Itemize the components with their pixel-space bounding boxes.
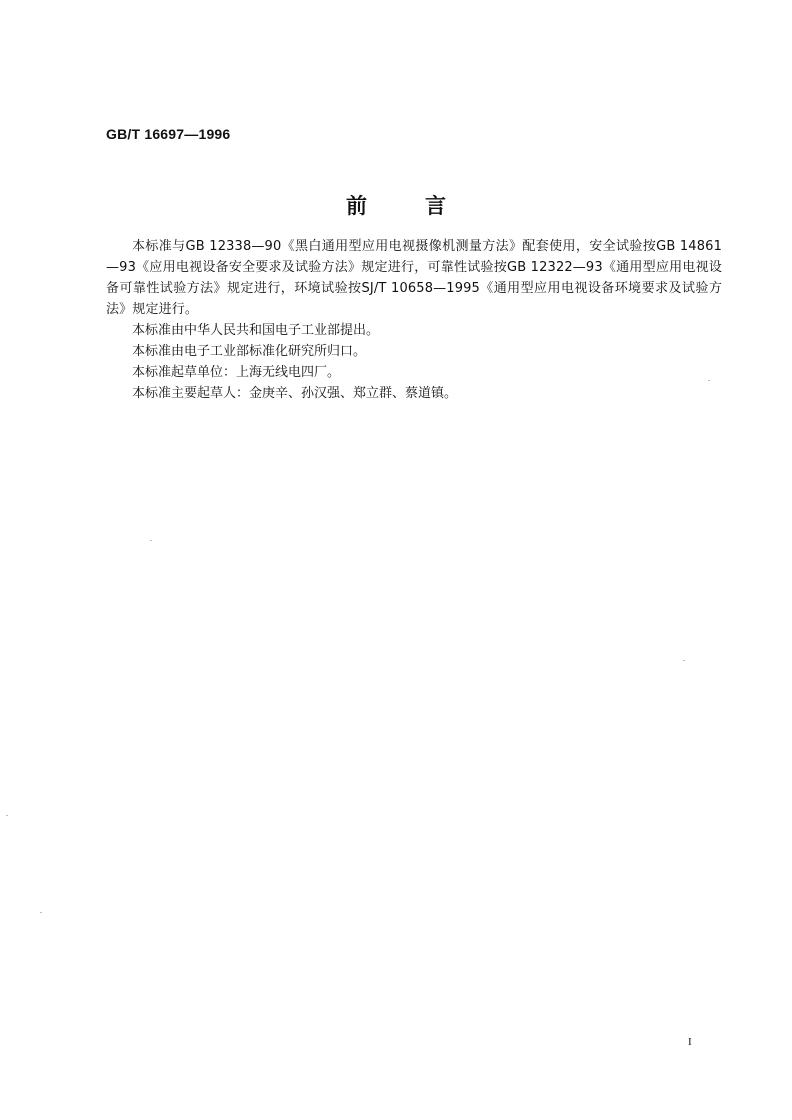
paragraph-drafters: 本标准主要起草人：金庚辛、孙汉强、郑立群、蔡道镇。 — [132, 386, 458, 401]
title-char-1: 前 — [346, 194, 367, 218]
paragraph-scope: 本标准与GB 12338—90《黑白通用型应用电视摄像机测量方法》配套使用，安全试验按GB 14861—93《应用电视设备安全要求及试验方法》规定进行，可靠性试验按GB 12322—93《通用型应用电视设备可靠性试验方法》规定进行，环境试验按SJ/T 10658—1995《通用型应用电视设备环境要求及试验方法》规定进行。 — [106, 239, 722, 317]
page-number: I — [688, 1036, 692, 1048]
scan-speck — [683, 660, 685, 661]
paragraph-drafting-unit: 本标准起草单位：上海无线电四厂。 — [132, 365, 341, 380]
title-char-2: 言 — [425, 194, 446, 218]
scan-speck — [708, 380, 710, 381]
scan-speck — [6, 815, 8, 816]
foreword-body — [106, 236, 722, 404]
scan-speck — [40, 912, 42, 913]
page-title — [0, 190, 792, 220]
paragraph-proposed-by: 本标准由中华人民共和国电子工业部提出。 — [132, 323, 380, 338]
paragraph-administered-by: 本标准由电子工业部标准化研究所归口。 — [132, 344, 367, 359]
standard-code: GB/T 16697—1996 — [106, 126, 231, 142]
scan-speck — [150, 540, 152, 541]
